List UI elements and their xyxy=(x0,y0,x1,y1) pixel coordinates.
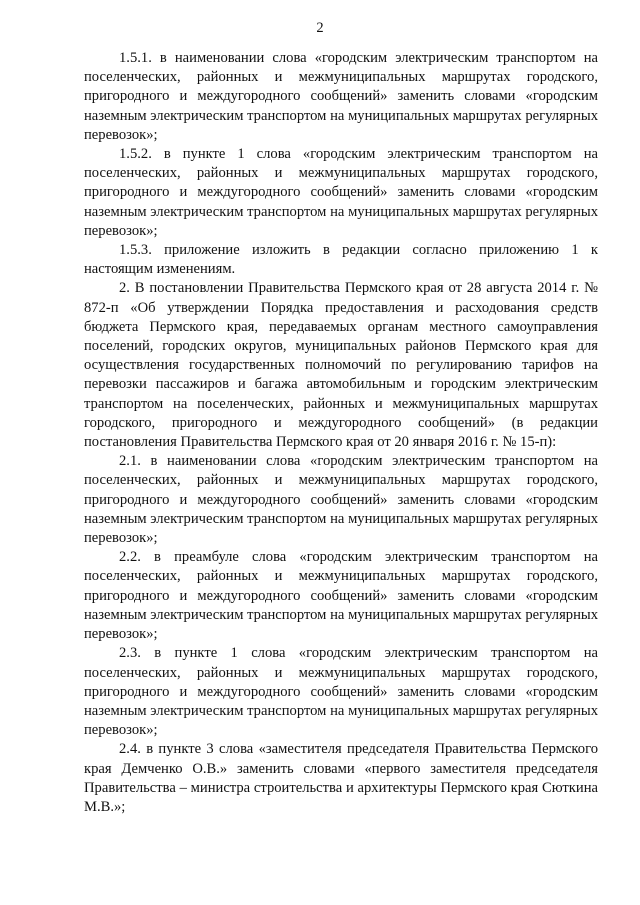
paragraph-2: 2. В постановлении Правительства Пермского края от 28 августа 2014 г. № 872-п «Об утверждении Порядка предоставления и расходования средств бюджета Пермского края, передаваемых органам местного самоуправления поселений, городских округов, муниципальных районов Пермского края для осуществления государственных полномочий по регулированию тарифов на перевозки пассажиров и багажа автомобильным и городским электрическим транспортом на поселенческих, районных и межмуниципальных маршрутах городского, пригородного и междугородного сообщений» (в редакции постановления Правительства Пермского края от 20 января 2016 г. № 15-п): xyxy=(84,280,598,451)
paragraph-2-4: 2.4. в пункте 3 слова «заместителя председателя Правительства Пермского края Демченко О.В.» заменить словами «первого заместителя председателя Правительства – министра строительства и архитектуры Пермского края Сюткина М.В.»; xyxy=(84,741,598,815)
paragraph-2-1: 2.1. в наименовании слова «городским электрическим транспортом на поселенческих, районных и межмуниципальных маршрутах городского, пригородного и междугородного сообщений» заменить словами «городским наземным электрическим транспортом на муниципальных маршрутах регулярных перевозок»; xyxy=(84,453,598,547)
paragraph-1-5-2: 1.5.2. в пункте 1 слова «городским электрическим транспортом на поселенческих, районных и межмуниципальных маршрутах городского, пригородного и междугородного сообщений» заменить словами «городским наземным электрическим транспортом на муниципальных маршрутах регулярных перевозок»; xyxy=(84,146,598,239)
page-number: 2 xyxy=(316,20,324,36)
paragraph-1-5-3: 1.5.3. приложение изложить в редакции согласно приложению 1 к настоящим изменениям. xyxy=(84,242,598,278)
document-body xyxy=(84,49,598,817)
paragraph-2-3: 2.3. в пункте 1 слова «городским электрическим транспортом на поселенческих, районных и межмуниципальных маршрутах городского, пригородного и междугородного сообщений» заменить словами «городским наземным электрическим транспортом на муниципальных маршрутах регулярных перевозок»; xyxy=(84,645,598,739)
paragraph-2-2: 2.2. в преамбуле слова «городским электрическим транспортом на поселенческих, районных и межмуниципальных маршрутах городского, пригородного и междугородного сообщений» заменить словами «городским наземным электрическим транспортом на муниципальных маршрутах регулярных перевозок»; xyxy=(84,549,598,643)
paragraph-1-5-1: 1.5.1. в наименовании слова «городским электрическим транспортом на поселенческих, районных и межмуниципальных маршрутах городского, пригородного и междугородного сообщений» заменить словами «городским наземным электрическим транспортом на муниципальных маршрутах регулярных перевозок»; xyxy=(84,50,598,143)
